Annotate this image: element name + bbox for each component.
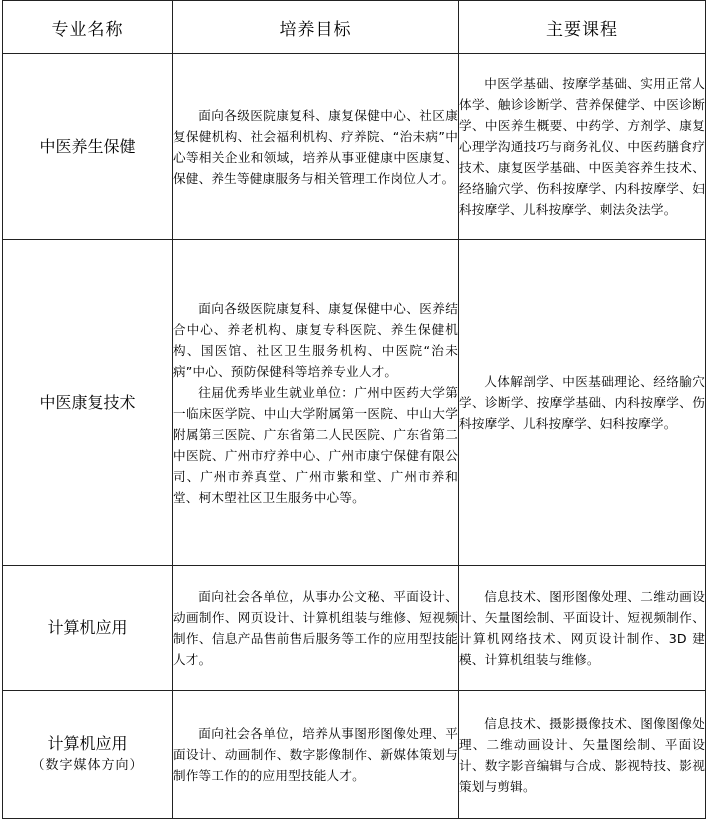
header-training-goal: 培养目标 [173, 1, 459, 54]
main-courses-cell [459, 54, 706, 240]
training-goal-text: 面向各级医院康复科、康复保健中心、社区康复保健机构、社会福利机构、疗养院、“治未病”中心等相关企业和领域，培养从事亚健康中医康复、保健、养生等健康服务与相关管理工作岗位人才。 [173, 107, 458, 186]
main-courses-text: 人体解剖学、中医基础理论、经络腧穴学、诊断学、按摩学基础、内科按摩学、伤科按摩学、儿科按摩学、妇科按摩学。 [459, 374, 705, 431]
major-name: 计算机应用 [47, 618, 128, 637]
major-name-cell [3, 54, 173, 240]
training-goal-text: 面向各级医院康复科、康复保健中心、医养结合中心、养老机构、康复专科医院、养生保健机构、国医馆、社区卫生服务机构、中医院“治未病”中心、预防保健科等培养专业人才。 [173, 300, 458, 379]
training-goal-text: 面向社会各单位，培养从事图形图像处理、平面设计、动画制作、数字影像制作、新媒体策划与制作等工作的的应用型技能人才。 [173, 726, 458, 783]
header-major-name: 专业名称 [3, 1, 173, 54]
major-name: 计算机应用 [47, 733, 128, 753]
training-goal-cell [173, 691, 459, 819]
table-row [3, 240, 706, 566]
main-courses-text: 信息技术、摄影摄像技术、图像图像处理、二维动画设计、矢量图绘制、平面设计、数字影音编辑与合成、影视特技、影视策划与剪辑。 [459, 715, 705, 794]
training-goal-cell [173, 240, 459, 566]
major-name: 中医康复技术 [39, 392, 136, 412]
major-direction: （数字媒体方向） [31, 757, 144, 773]
major-name-cell [3, 240, 173, 566]
major-name-cell [3, 691, 173, 819]
training-goal-cell [173, 566, 459, 691]
major-name-cell [3, 566, 173, 691]
training-goal-text: 面向社会各单位，从事办公文秘、平面设计、动画制作、网页设计、计算机组装与维修、短视频制作、信息产品售前售后服务等工作的应用型技能人才。 [173, 589, 458, 667]
employment-units-text: 往届优秀毕业生就业单位：广州中医药大学第一临床医学院、中山大学附属第一医院、中山大学附属第三医院、广东省第二人民医院、广东省第二中医院、广州市疗养中心、广州市康宁保健有限公司、广州市养真堂、广州市紫和堂、广州市养和堂、柯木塱社区卫生服务中心等。 [173, 384, 458, 505]
header-main-courses: 主要课程 [459, 1, 706, 54]
training-goal-cell [173, 54, 459, 240]
main-courses-cell [459, 240, 706, 566]
main-courses-cell [459, 566, 706, 691]
table-row [3, 54, 706, 240]
major-name: 中医养生保健 [39, 136, 136, 156]
main-courses-text: 信息技术、图形图像处理、二维动画设计、矢量图绘制、平面设计、短视频制作、计算机网络技术、网页设计制作、3D 建模、计算机组装与维修。 [459, 589, 705, 667]
table-header-row [3, 1, 706, 54]
majors-table [2, 0, 706, 819]
main-courses-cell [459, 691, 706, 819]
table-row [3, 566, 706, 691]
table-row [3, 691, 706, 819]
main-courses-text: 中医学基础、按摩学基础、实用正常人体学、触诊诊断学、营养保健学、中医诊断学、中医养生概要、中药学、方剂学、康复心理学沟通技巧与商务礼仪、中医药膳食疗技术、康复医学基础、中医美容养生技术、经络腧穴学、伤科按摩学、内科按摩学、妇科按摩学、儿科按摩学、刺法灸法学。 [459, 76, 705, 217]
